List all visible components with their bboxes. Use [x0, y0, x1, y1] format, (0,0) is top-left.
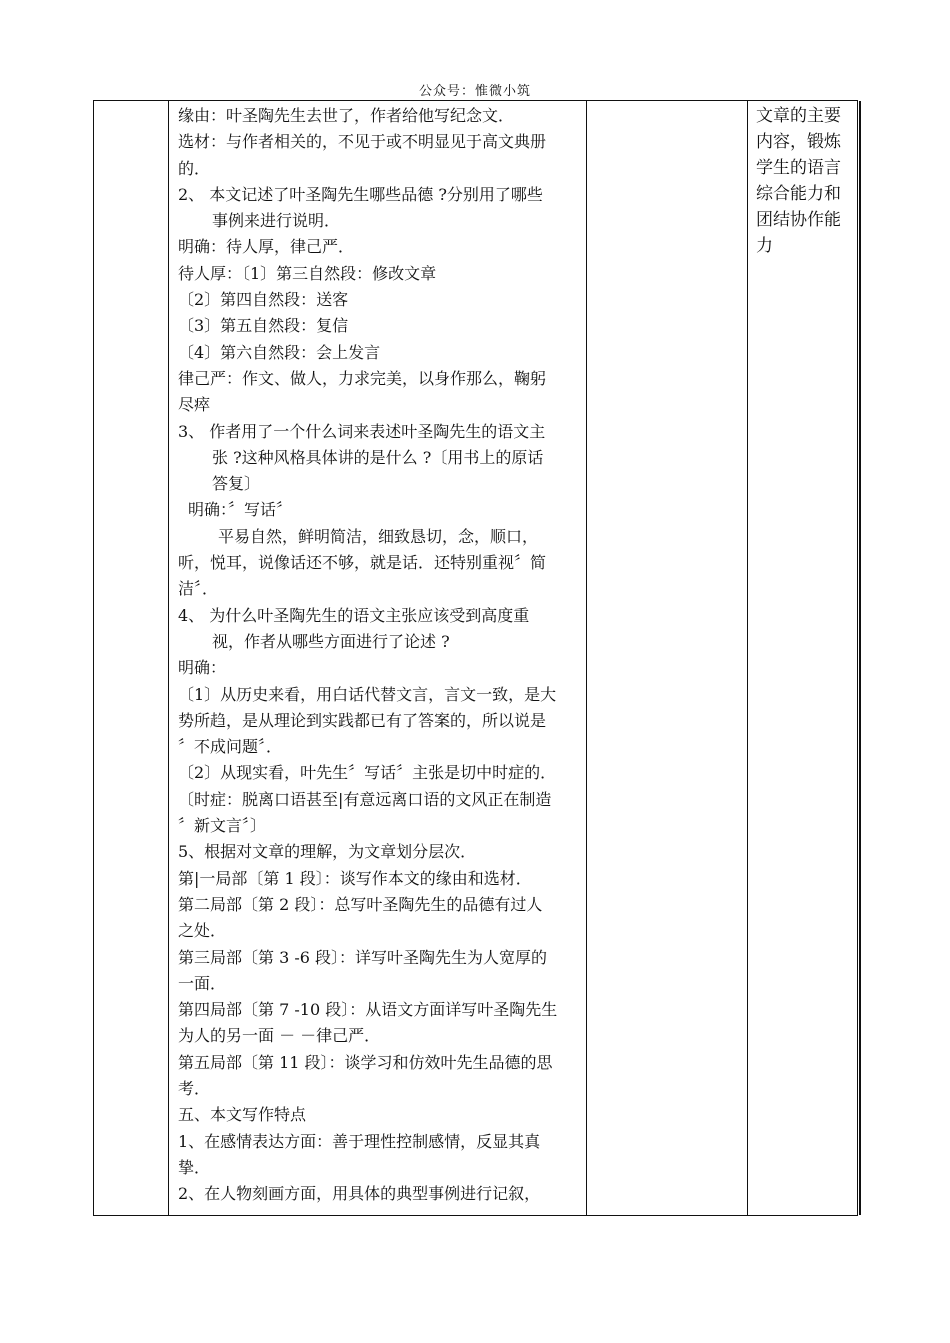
content-line: 律己严：作文、做人，力求完美，以身作那么，鞠躬: [178, 368, 547, 388]
content-line: 洁〞．: [178, 579, 219, 599]
content-line: 势所趋，是从理论到实践都已有了答案的，所以说是: [178, 710, 547, 730]
content-line: 〔2〕第四自然段：送客: [178, 290, 349, 310]
content-line: 待人厚：〔1〕第三自然段：修改文章: [178, 263, 437, 283]
content-line: 视，作者从哪些方面进行了论述 ?: [212, 631, 450, 651]
intent-line: 内容，锻炼: [756, 132, 841, 152]
content-line: 第|一局部〔第 1 段〕：谈写作本文的缘由和选材．: [178, 868, 532, 888]
content-line: 〞不成问题〞．: [178, 737, 283, 757]
content-line: 〔1〕从历史来看，用白话代替文言，言文一致，是大: [178, 684, 557, 704]
teaching-content-column: [178, 103, 583, 1207]
content-line: 第三局部〔第 3 -6 段〕：详写叶圣陶先生为人宽厚的: [178, 947, 548, 967]
content-line: 平易自然，鲜明简洁，细致恳切，念，顺口，: [218, 526, 539, 546]
content-line: 1、在感情表达方面：善于理性控制感情，反显其真: [178, 1131, 541, 1151]
content-line: 2、在人物刻画方面，用具体的典型事例进行记叙，: [178, 1184, 541, 1204]
lesson-table: [93, 100, 858, 1216]
content-line: 挚．: [178, 1157, 211, 1177]
content-line: 考．: [178, 1078, 211, 1098]
content-line: 张 ?这种风格具体讲的是什么 ?〔用书上的原话: [212, 447, 544, 467]
content-line: 答复〕: [212, 474, 261, 494]
content-line: 为人的另一面 － －律己严．: [178, 1026, 381, 1046]
column-divider-3: [747, 101, 748, 1215]
content-line: 5、根据对文章的理解，为文章划分层次．: [178, 842, 477, 862]
content-line: 五、本文写作特点: [178, 1105, 307, 1125]
content-line: 第四局部〔第 7 -10 段〕：从语文方面详写叶圣陶先生: [178, 1000, 558, 1020]
content-line: 〔3〕第五自然段：复信: [178, 316, 349, 336]
content-line: 2、 本文记述了叶圣陶先生哪些品德 ?分别用了哪些: [178, 184, 543, 204]
content-line: 第二局部〔第 2 段〕：总写叶圣陶先生的品德有过人: [178, 894, 543, 914]
content-line: 第五局部〔第 11 段〕：谈学习和仿效叶先生品德的思: [178, 1052, 553, 1072]
design-intent-column: [756, 103, 852, 259]
content-line: 4、 为什么叶圣陶先生的语文主张应该受到高度重: [178, 605, 530, 625]
intent-line: 团结协作能: [756, 210, 841, 230]
content-line: 〞新文言〞〕: [178, 816, 267, 836]
content-line: 选材：与作者相关的，不见于或不明显见于高文典册: [178, 132, 547, 152]
content-line: 缘由：叶圣陶先生去世了，作者给他写纪念文．: [178, 106, 515, 125]
intent-line: 文章的主要: [756, 106, 841, 126]
content-line: 〔2〕从现实看，叶先生〞写话〞主张是切中时症的．: [178, 763, 557, 783]
content-line: 3、 作者用了一个什么词来表述叶圣陶先生的语文主: [178, 421, 546, 441]
column-divider-2: [586, 101, 587, 1215]
column-divider-1: [168, 101, 169, 1215]
intent-line: 力: [756, 236, 773, 256]
content-line: 的．: [178, 158, 211, 178]
content-line: 明确：待人厚，律己严．: [178, 237, 355, 257]
content-line: 明确：: [178, 658, 227, 678]
content-line: 事例来进行说明．: [212, 211, 341, 231]
page-header: 公众号：惟微小筑: [418, 84, 531, 99]
content-line: 尽瘁: [178, 395, 211, 415]
content-line: 一面．: [178, 973, 227, 993]
intent-line: 学生的语言: [756, 158, 841, 178]
intent-line: 综合能力和: [756, 184, 841, 204]
content-line: 听，悦耳，说像话还不够，就是话．还特别重视〞简: [178, 553, 547, 573]
content-line: 〔时症：脱离口语甚至|有意远离口语的文风正在制造: [178, 789, 552, 809]
content-line: 〔4〕第六自然段：会上发言: [178, 342, 381, 362]
content-line: 之处．: [178, 921, 227, 941]
content-line: 明确：〞写话〞: [188, 500, 293, 520]
